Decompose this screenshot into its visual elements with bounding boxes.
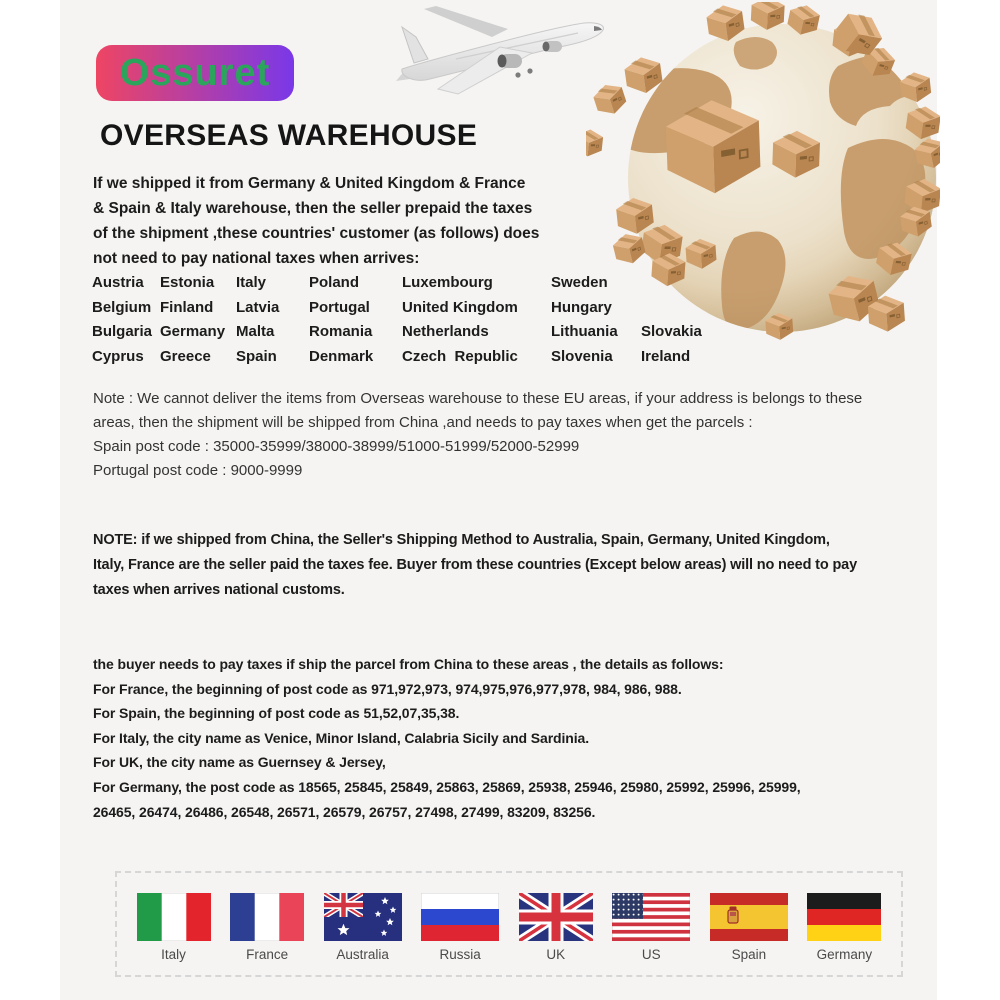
flag-spain [710, 893, 788, 962]
text-line: If we shipped it from Germany & United Kingdom & France [93, 175, 526, 192]
text-line: For Germany, the post code as 18565, 25845, 25849, 25863, 25869, 25938, 25946, 25980, 25992, 25996, 25999, [93, 778, 801, 795]
flag-australia [324, 893, 402, 962]
australia-flag-icon [324, 893, 402, 941]
country-cell: Ireland [641, 347, 691, 365]
uk-flag-icon [519, 893, 593, 941]
country-cell: Slovenia [551, 347, 613, 365]
us-flag-icon [612, 893, 690, 941]
text-line: areas, then the shipment will be shipped from China ,and needs to pay taxes when get the parcels : [93, 414, 753, 431]
country-cell: Hungary [551, 298, 612, 316]
china-note-paragraph [93, 528, 857, 603]
flag-russia [421, 893, 499, 962]
flag-label: France [246, 947, 289, 962]
russia-flag-icon [421, 893, 499, 941]
text-line: For Italy, the city name as Venice, Minor Island, Calabria Sicily and Sardinia. [93, 729, 590, 746]
flag-italy [137, 893, 211, 962]
flag-label: Germany [816, 947, 873, 962]
country-cell: Malta [236, 323, 275, 341]
italy-flag-icon [137, 893, 211, 941]
text-line: 26465, 26474, 26486, 26548, 26571, 26579, 26757, 27498, 27499, 83209, 83256. [93, 803, 596, 820]
country-cell: Spain [236, 347, 277, 365]
flag-germany [807, 893, 881, 962]
flag-label: Spain [731, 947, 767, 962]
text-line: of the shipment ,these countries' customer (as follows) does [93, 225, 540, 242]
text-line: For UK, the city name as Guernsey & Jersey, [93, 754, 386, 771]
country-cell: Austria [92, 274, 144, 291]
country-cell: Finland [160, 298, 214, 316]
spain-flag-icon [710, 893, 788, 941]
flag-uk [519, 893, 593, 962]
country-cell: Luxembourg [402, 274, 493, 291]
text-line: NOTE: if we shipped from China, the Seller's Shipping Method to Australia, Spain, Germany, United Kingdom, [93, 532, 830, 548]
text-line: Spain post code : 35000-35999/38000-38999/51000-51999/52000-52999 [93, 438, 580, 455]
country-cell: Poland [309, 274, 360, 291]
page-title: OVERSEAS WAREHOUSE [100, 119, 478, 152]
country-cell: Denmark [309, 347, 374, 365]
text-line: Note : We cannot deliver the items from Overseas warehouse to these EU areas, if your address is belongs to these [93, 390, 863, 407]
shipping-flags-panel [115, 871, 903, 977]
flag-label: US [641, 947, 661, 962]
countries-grid [92, 271, 726, 369]
flag-label: Australia [336, 947, 389, 962]
france-flag-icon [230, 893, 304, 941]
country-cell [641, 296, 726, 321]
text-line: For Spain, the beginning of post code as 51,52,07,35,38. [93, 705, 460, 722]
spain-crest [728, 907, 738, 924]
country-cell: Netherlands [402, 323, 489, 341]
logo-text: Ossuret [119, 51, 271, 94]
country-cell: Cyprus [92, 347, 144, 365]
country-cell: Estonia [160, 274, 215, 291]
country-cell: Romania [309, 323, 373, 341]
flag-label: Italy [161, 947, 186, 962]
country-cell [641, 271, 726, 296]
flag-us [612, 893, 690, 962]
flag-france [230, 893, 304, 962]
country-cell: Sweden [551, 274, 608, 291]
country-cell: Latvia [236, 298, 280, 316]
country-cell: Czech Republic [402, 347, 518, 365]
note-paragraph [93, 387, 862, 483]
text-line: Portugal post code : 9000-9999 [93, 462, 303, 479]
text-line: the buyer needs to pay taxes if ship the parcel from China to these areas , the details as follows: [93, 656, 724, 672]
text-line: For France, the beginning of post code as 971,972,973, 974,975,976,977,978, 984, 986, 988. [93, 680, 682, 697]
country-cell: United Kingdom [402, 298, 518, 316]
country-cell: Portugal [309, 298, 370, 316]
logo-badge [96, 45, 294, 101]
text-line: Italy, France are the seller paid the taxes fee. Buyer from these countries (Except below areas) will no need to pay [93, 557, 857, 573]
flag-label: Russia [439, 947, 481, 962]
flag-label: UK [546, 947, 566, 962]
text-line: taxes when arrives national customs. [93, 582, 345, 598]
text-line: not need to pay national taxes when arrives: [93, 250, 420, 267]
tax-details-paragraph [93, 652, 801, 824]
country-cell: Greece [160, 347, 211, 365]
country-cell: Belgium [92, 298, 152, 316]
country-cell: Germany [160, 323, 226, 341]
country-cell: Bulgaria [92, 323, 153, 341]
text-line: & Spain & Italy warehouse, then the seller prepaid the taxes [93, 200, 533, 217]
germany-flag-icon [807, 893, 881, 941]
airplane-icon [396, 3, 614, 97]
country-cell: Lithuania [551, 323, 618, 341]
country-cell: Italy [236, 274, 267, 291]
country-cell: Slovakia [641, 323, 702, 341]
intro-paragraph [93, 171, 539, 271]
